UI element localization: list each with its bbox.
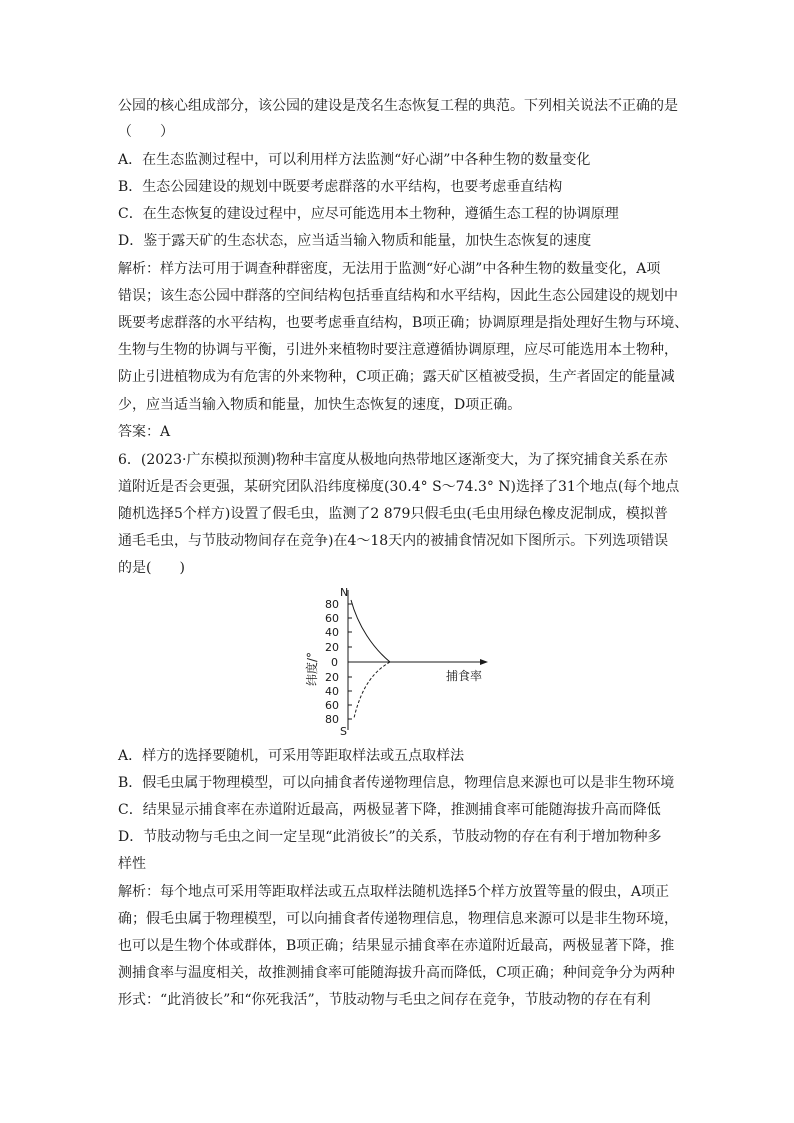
text-line: 形式：“此消彼长”和“你死我活”，节肢动物与毛虫之间存在竞争，节肢动物的存在有利 (118, 992, 651, 1008)
text-line: D．鉴于露天矿的生态状态，应当适当输入物质和能量，加快生态恢复的速度 (118, 233, 592, 249)
y-tick-label: 20 (325, 641, 339, 654)
text-line: 解析：样方法可用于调查种群密度，无法用于监测“好心湖”中各种生物的数量变化，A项 (118, 261, 661, 277)
text-line: 公园的核心组成部分，该公园的建设是茂名生态恢复工程的典范。下列相关说法不正确的是 (118, 98, 678, 114)
text-line: D．节肢动物与毛虫之间一定呈现“此消彼长”的关系，节肢动物的存在有利于增加物种多 (118, 829, 662, 845)
text-line: B．假毛虫属于物理模型，可以向捕食者传递物理信息，物理信息来源也可以是非生物环境 (118, 775, 675, 791)
text-line: C．在生态恢复的建设过程中，应尽可能选用本土物种，遵循生态工程的协调原理 (118, 206, 619, 222)
text-line: A．样方的选择要随机，可采用等距取样法或五点取样法 (118, 748, 465, 764)
text-line: B．生态公园建设的规划中既要考虑群落的水平结构，也要考虑垂直结构 (118, 179, 563, 195)
text-line: 答案：A (118, 424, 171, 440)
y-tick-label: 40 (325, 626, 339, 639)
x-axis-label: 捕食率 (446, 669, 483, 683)
south-label: S (340, 725, 347, 738)
text-line: 通毛毛虫，与节肢动物间存在竞争)在4～18天内的被捕食情况如下图所示。下列选项错误 (118, 533, 669, 549)
zero-label: 0 (331, 656, 338, 669)
y-tick-label: 80 (325, 713, 339, 726)
text-line: A．在生态监测过程中，可以利用样方法监测“好心湖”中各种生物的数量变化 (118, 152, 591, 168)
text-line: 错误；该生态公园中群落的空间结构包括垂直结构和水平结构，因此生态公园建设的规划中 (118, 288, 678, 304)
text-line: 确；假毛虫属于物理模型，可以向捕食者传递物理信息，物理信息来源可以是非生物环境， (118, 911, 678, 927)
y-tick-label: 80 (325, 598, 339, 611)
y-tick-label: 60 (325, 612, 339, 625)
text-line: （ ） (118, 124, 174, 140)
text-line: 少，应当适当输入物质和能量，加快生态恢复的速度，D项正确。 (118, 397, 522, 413)
text-line: 既要考虑群落的水平结构，也要考虑垂直结构，B项正确；协调原理是指处理好生物与环境、 (118, 315, 689, 331)
south-curve-dashed (354, 662, 390, 718)
text-line: 防止引进植物成为有危害的外来物种，C项正确；露天矿区植被受损，生产者固定的能量减 (118, 369, 675, 385)
latitude-predation-figure (305, 586, 498, 738)
text-line: 测捕食率与温度相关，故推测捕食率可能随海拔升高而降低，C项正确；种间竞争分为两种 (118, 965, 675, 981)
y-tick-label: 20 (325, 671, 339, 684)
text-line: C．结果显示捕食率在赤道附近最高，两极显著下降，推测捕食率可能随海拔升高而降低 (118, 802, 661, 818)
y-axis-label: 纬度/° (305, 651, 319, 686)
text-line: 6．(2023·广东模拟预测)物种丰富度从极地向热带地区逐渐变大，为了探究捕食关系在赤 (118, 452, 668, 468)
north-label: N (340, 586, 349, 599)
north-curve (351, 600, 390, 662)
text-line: 样性 (118, 856, 146, 872)
text-line: 随机选择5个样方)设置了假毛虫，监测了2 879只假毛虫(毛虫用绿色橡皮泥制成，模拟普 (118, 506, 668, 522)
text-line: 生物与生物的协调与平衡，引进外来植物时要注意遵循协调原理，应尽可能选用本土物种， (118, 342, 678, 358)
text-line: 解析：每个地点可采用等距取样法或五点取样法随机选择5个样方放置等量的假虫，A项正 (118, 884, 670, 900)
text-line: 也可以是生物个体或群体，B项正确；结果显示捕食率在赤道附近最高，两极显著下降，推 (118, 938, 675, 954)
y-tick-label: 40 (325, 685, 339, 698)
y-tick-label: 60 (325, 699, 339, 712)
text-line: 的是( ) (118, 560, 185, 576)
text-line: 道附近是否会更强，某研究团队沿纬度梯度(30.4° S～74.3° N)选择了31个地点(每个地点 (118, 479, 680, 495)
x-axis-arrow-icon (480, 659, 488, 665)
